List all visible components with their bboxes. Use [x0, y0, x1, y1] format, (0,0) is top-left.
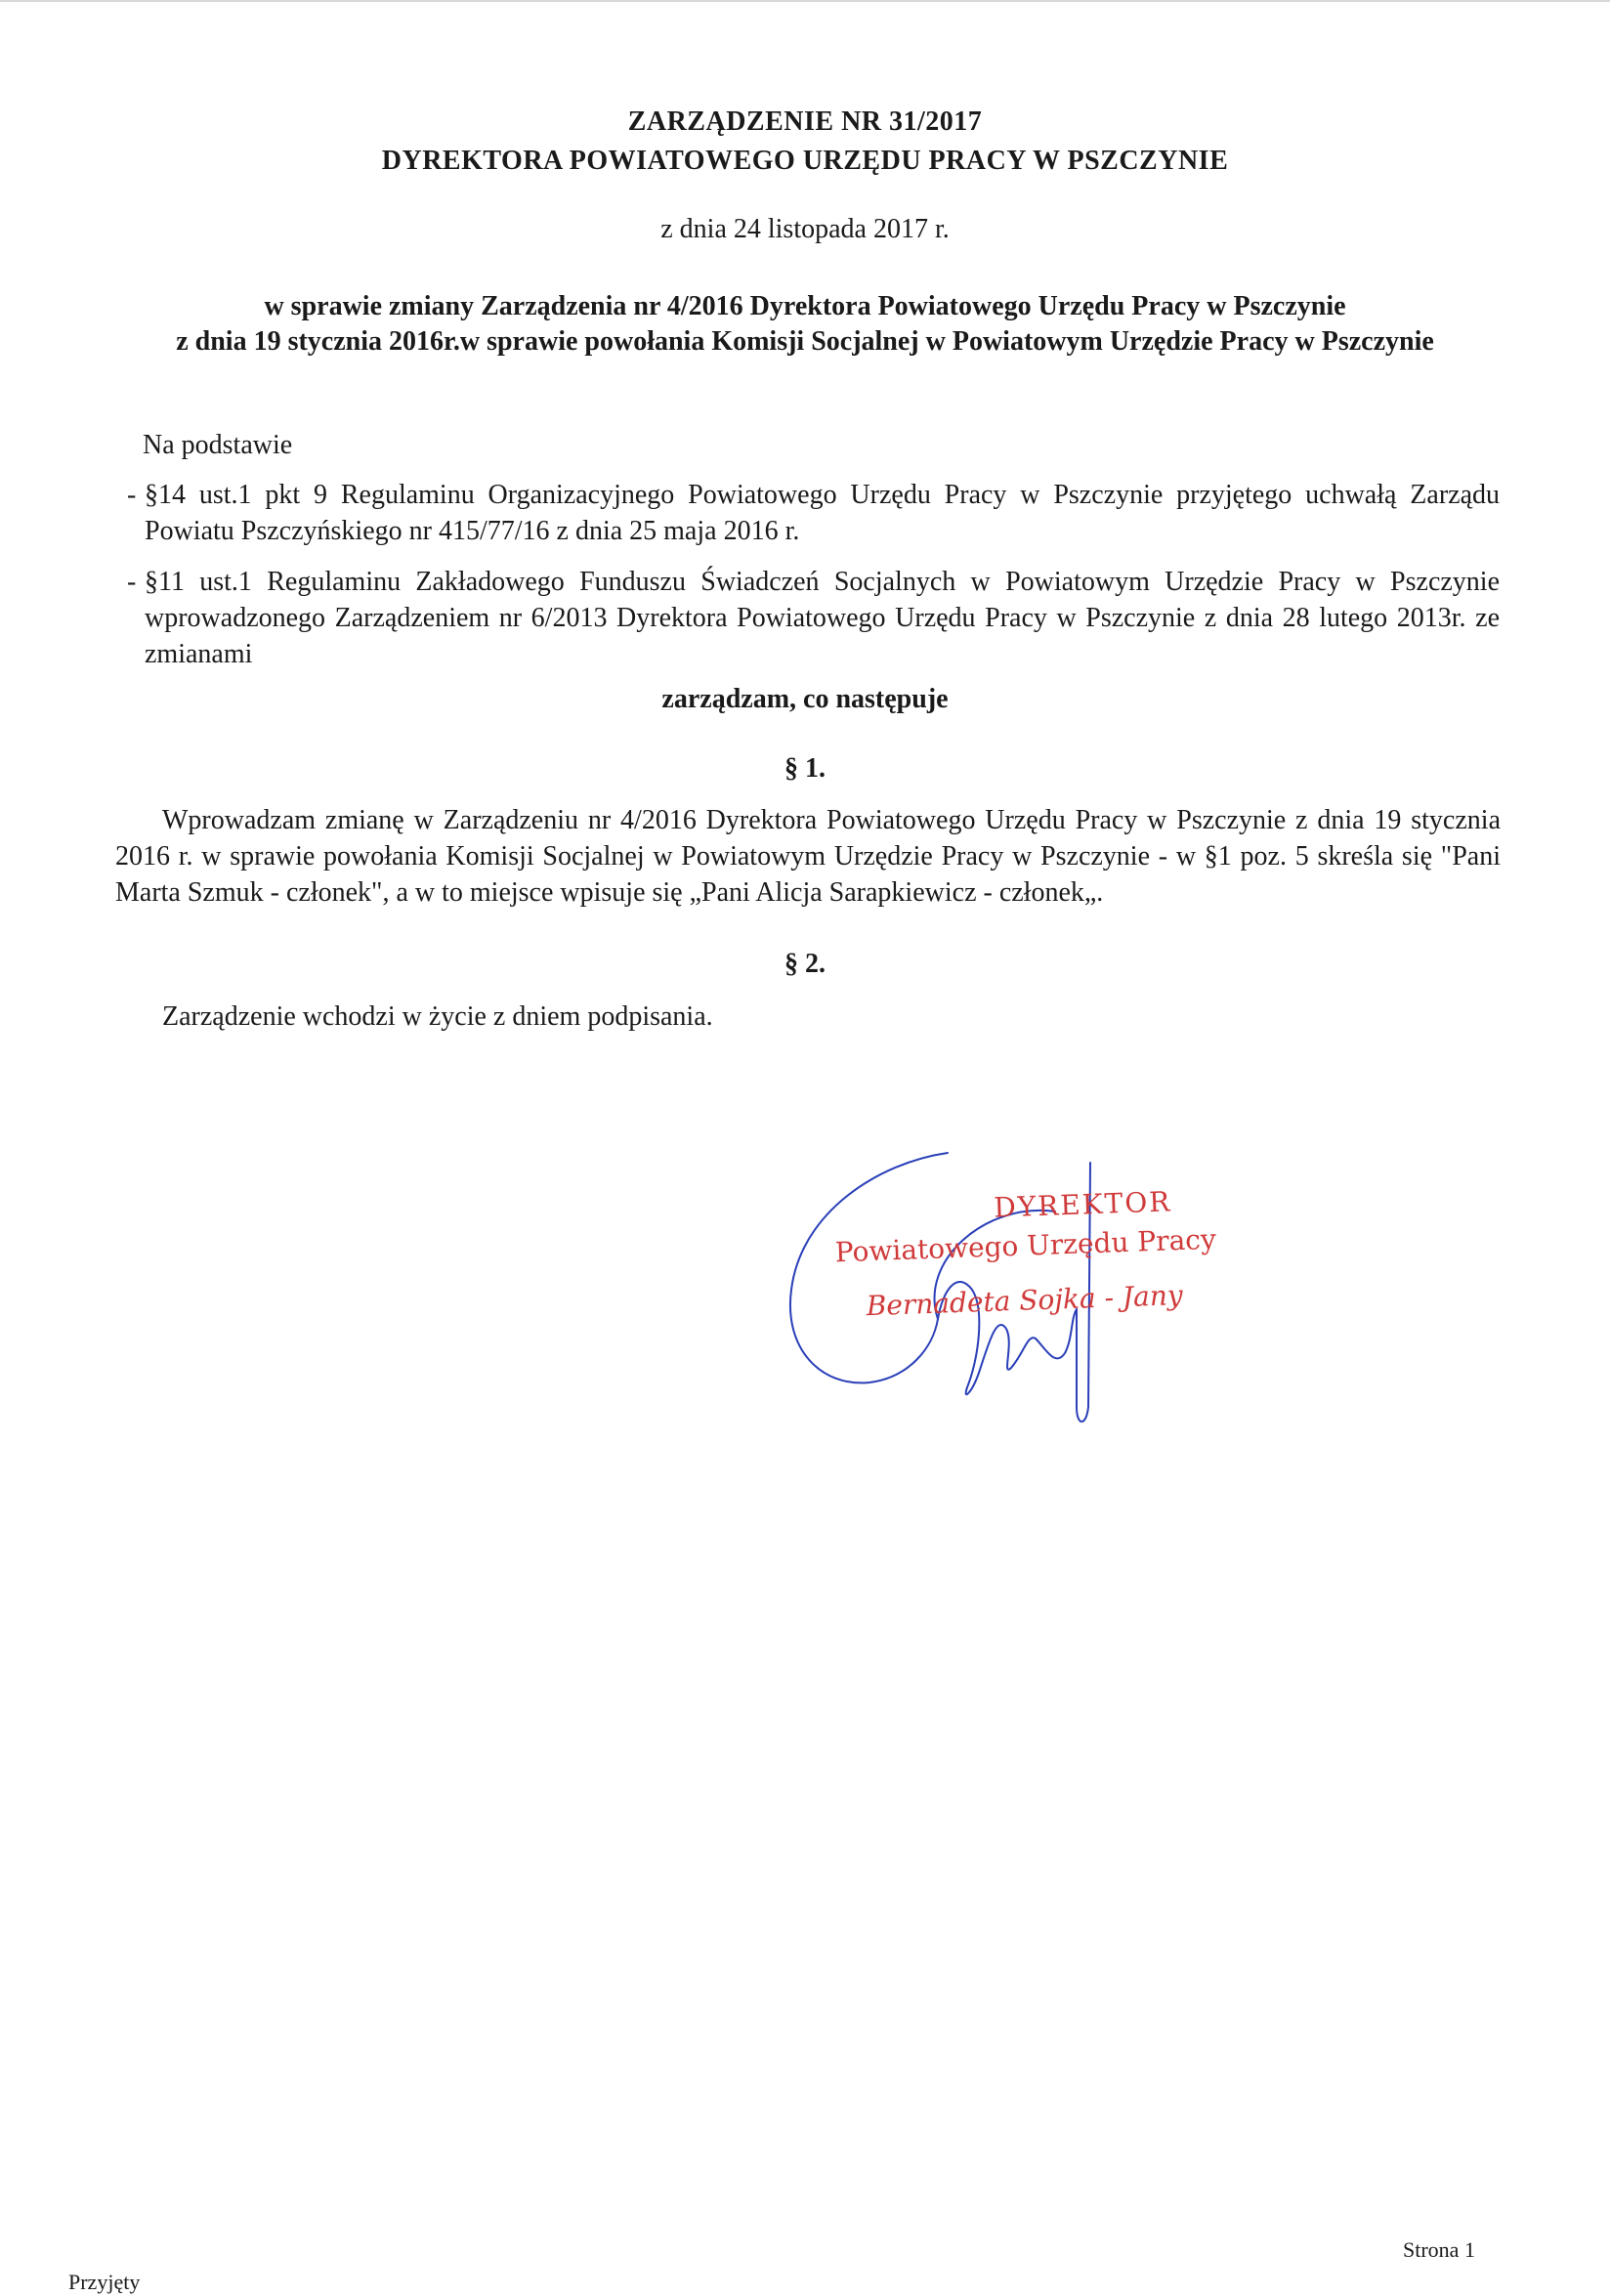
document-date: z dnia 24 listopada 2017 r.	[660, 214, 950, 244]
subject-line-2: z dnia 19 stycznia 2016r.w sprawie powołania Komisji Socjalnej w Powiatowym Urzędzie Pracy w Pszczynie	[176, 326, 1434, 357]
section-heading-1: § 1.	[784, 753, 826, 784]
official-stamp	[833, 1180, 1248, 1328]
basis-intro: Na podstawie	[143, 430, 293, 460]
section-text-2: Zarządzenie wchodzi w życie z dniem podpisania.	[162, 1001, 713, 1032]
stamp-name: Bernadeta Sojka - Jany	[866, 1278, 1184, 1323]
basis-item	[127, 564, 1500, 672]
stamp-office: Powiatowego Urzędu Pracy	[834, 1222, 1217, 1269]
basis-item	[127, 477, 1500, 549]
basis-item-text: §14 ust.1 pkt 9 Regulaminu Organizacyjnego Powiatowego Urzędu Pracy w Pszczynie przyjętego uchwałą Zarządu Powiatu Pszczyńskiego nr 415/77/16 z dnia 25 maja 2016 r.	[145, 480, 1500, 546]
basis-item-dash: -	[127, 480, 137, 510]
footer-status: Przyjęty	[68, 2270, 141, 2294]
scan-edge-line	[0, 0, 1610, 2]
basis-item-text: §11 ust.1 Regulaminu Zakładowego Funduszu Świadczeń Socjalnych w Powiatowym Urzędzie Pracy w Pszczynie wprowadzonego Zarządzeniem nr 6/2013 Dyrektora Powiatowego Urzędu Pracy w Pszczynie z dnia 28 lutego 2013r. ze zmianami	[145, 567, 1500, 669]
ordering-clause: zarządzam, co następuje	[661, 684, 949, 714]
stamp-title: DYREKTOR	[993, 1185, 1172, 1224]
section-heading-2: § 2.	[784, 949, 826, 979]
subject-line-1: w sprawie zmiany Zarządzenia nr 4/2016 Dyrektora Powiatowego Urzędu Pracy w Pszczynie	[264, 291, 1346, 321]
page-number: Strona 1	[1403, 2237, 1475, 2262]
basis-item-dash: -	[127, 567, 137, 597]
document-issuer: DYREKTORA POWIATOWEGO URZĘDU PRACY W PSZCZYNIE	[381, 146, 1229, 176]
document-title: ZARZĄDZENIE NR 31/2017	[627, 106, 983, 137]
section-text-1: Wprowadzam zmianę w Zarządzeniu nr 4/2016 Dyrektora Powiatowego Urzędu Pracy w Pszczynie z dnia 19 stycznia 2016 r. w sprawie powołania Komisji Socjalnej w Powiatowym Urzędzie Pracy w Pszczynie - w §1 poz. 5 skreśla się "Pani Marta Szmuk - członek", a w to miejsce wpisuje się „Pani Alicja Sarapkiewicz - członek„.	[115, 805, 1501, 908]
